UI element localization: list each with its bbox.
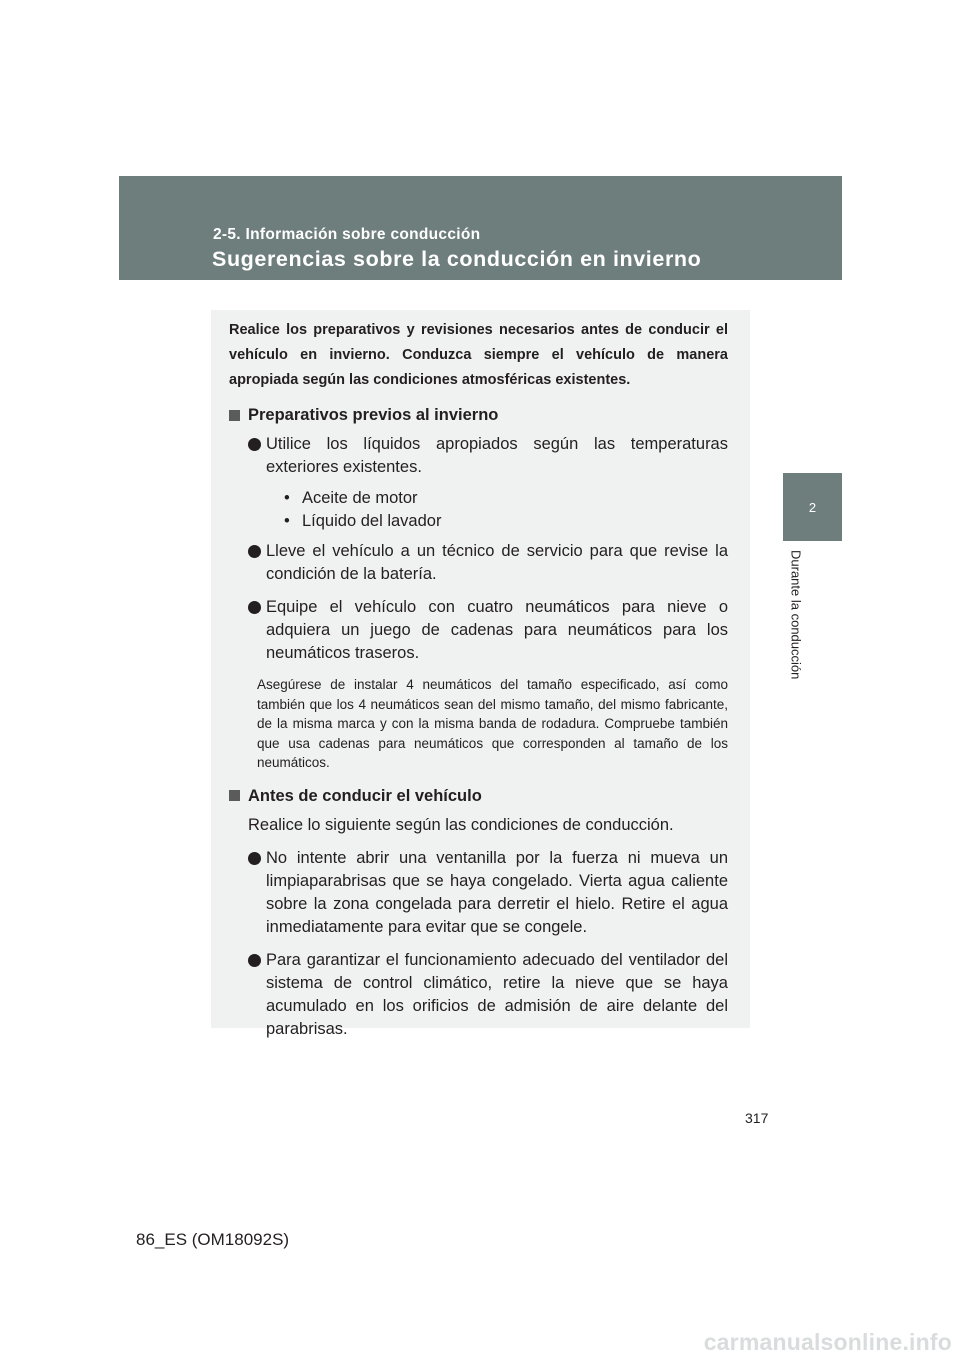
square-bullet-icon	[229, 410, 240, 421]
bullet-text: Lleve el vehículo a un técnico de servicio para que revise la condición de la batería.	[266, 542, 728, 583]
round-bullet-icon	[248, 601, 261, 614]
tire-note: Asegúrese de instalar 4 neumáticos del tamaño especificado, así como también que los 4 neumáticos sean del mismo tamaño, del mismo fabricante, de la misma marca y con la misma banda de rodadura. Compruebe también que usa cadenas para neumáticos que corresponden al tamaño de los neumáticos.	[257, 677, 728, 770]
intro-text: Realice los preparativos y revisiones necesarios antes de conducir el vehículo en invierno. Conduzca siempre el vehículo de manera apropiada según las condiciones atmosféricas existentes.	[229, 322, 728, 388]
subheading-text: Antes de conducir el vehículo	[248, 786, 482, 805]
chapter-label: Durante la conducción	[788, 550, 804, 680]
page-header	[119, 176, 842, 280]
bullet-item	[229, 949, 728, 1041]
bullet-item	[229, 596, 728, 665]
section-label: 2-5. Información sobre conducción	[213, 226, 481, 243]
content-box	[211, 310, 750, 1038]
subheading-winter-prep	[229, 404, 728, 426]
bullet-text: Equipe el vehículo con cuatro neumáticos para nieve o adquiera un juego de cadenas para neumáticos para los neumáticos traseros.	[266, 598, 728, 662]
round-bullet-icon	[248, 852, 261, 865]
bullet-text: Utilice los líquidos apropiados según las temperaturas exteriores existentes.	[266, 435, 728, 476]
fluid-list	[229, 487, 728, 532]
doc-code: 86_ES (OM18092S)	[136, 1230, 290, 1249]
list-item: • Aceite de motor	[284, 487, 728, 510]
page-number: 317	[745, 1110, 769, 1126]
list-item: • Líquido del lavador	[284, 510, 728, 533]
chapter-tab[interactable]	[783, 473, 842, 541]
bullet-item	[229, 433, 728, 479]
section-text: Realice lo siguiente según las condiciones de conducción.	[248, 815, 674, 834]
round-bullet-icon	[248, 438, 261, 451]
subheading-before-driving	[229, 785, 728, 807]
subheading-text: Preparativos previos al invierno	[248, 406, 499, 424]
chapter-number: 2	[808, 499, 817, 515]
round-bullet-icon	[248, 545, 261, 558]
bullet-text: No intente abrir una ventanilla por la fuerza ni mueva un limpiaparabrisas que se haya congelado. Vierta agua caliente sobre la zona congelada para derretir el hielo. Retire el agua inmediatamente para evitar que se congele.	[266, 848, 728, 936]
round-bullet-icon	[248, 954, 261, 967]
page-title: Sugerencias sobre la conducción en invierno	[212, 247, 702, 271]
bullet-text: Para garantizar el funcionamiento adecuado del ventilador del sistema de control climático, retire la nieve que se haya acumulado en los orificios de admisión de aire delante del parabrisas.	[266, 950, 728, 1038]
bullet-item	[229, 540, 728, 586]
bullet-item	[229, 847, 728, 939]
watermark: carmanualsonline.info	[703, 1329, 952, 1355]
square-bullet-icon	[229, 790, 240, 801]
